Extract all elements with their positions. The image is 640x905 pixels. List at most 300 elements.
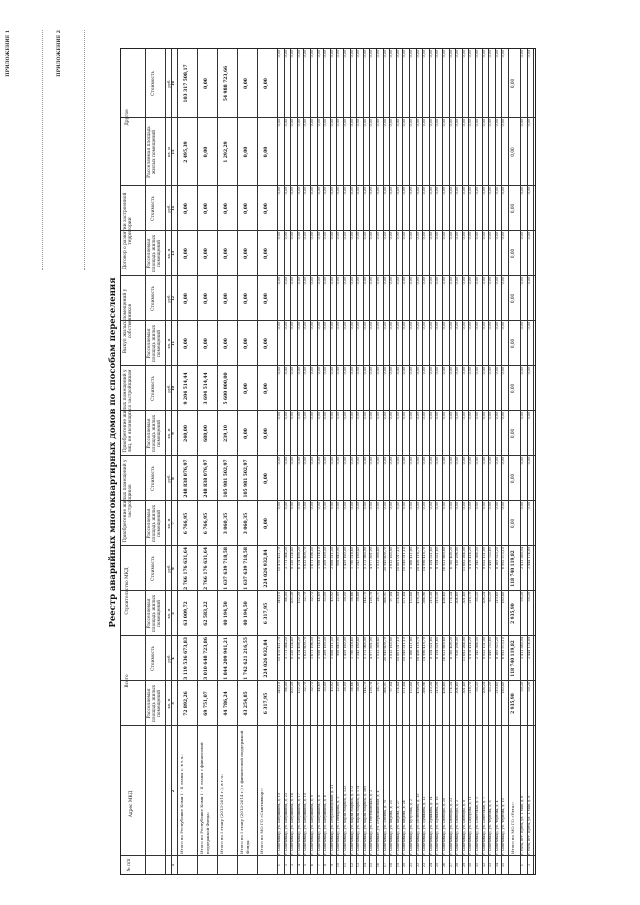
- row-zero: 0,00: [409, 457, 413, 465]
- row-zero: 0,00: [296, 367, 301, 375]
- row-zero: 0,00: [475, 232, 479, 240]
- row-zero: 0,00: [448, 187, 453, 195]
- total-value: 118 740 119,82: [510, 550, 515, 587]
- row-zero: 0,00: [382, 119, 387, 127]
- header-acquisition-others: Приобретение жилых помещений у лиц, не являющихся застройщиком: [123, 369, 133, 453]
- row-zero: 0,00: [356, 457, 361, 465]
- row-zero: 0,00: [290, 277, 295, 285]
- row-cost-construction: 1 459 160,00: [343, 547, 347, 570]
- row-zero: 0,00: [336, 412, 341, 420]
- row-zero: 0,00: [468, 119, 473, 127]
- row-zero: 0,00: [382, 367, 387, 375]
- row-zero: 0,00: [468, 502, 473, 510]
- row-zero: 0,00: [369, 50, 374, 58]
- subheader-area: Расселяемая площадь жилых помещений: [147, 126, 157, 178]
- row-area: 174,34: [448, 682, 453, 694]
- row-zero: 0,00: [415, 119, 420, 127]
- column-number: 1: [171, 863, 175, 867]
- unit-cost: руб.: [166, 294, 171, 303]
- row-zero: 0,00: [349, 119, 354, 127]
- row-zero: 0,00: [501, 50, 506, 58]
- row-zero: 0,00: [369, 457, 374, 465]
- row-zero: 0,00: [461, 457, 466, 465]
- total-value: 9 204 514,44: [184, 372, 189, 405]
- row-zero: 0,00: [422, 187, 427, 195]
- column-number: 5: [171, 612, 175, 615]
- row-zero: 0,00: [336, 119, 341, 127]
- row-zero: 0,00: [520, 277, 524, 285]
- row-address: г. Сыктывкар, ул. Карла Маркса, д. 174: [356, 785, 361, 855]
- row-zero: 0,00: [415, 277, 420, 285]
- row-area-construction: 208,24: [481, 592, 486, 604]
- row-cost-construction: 6 174 498,20: [296, 547, 301, 570]
- row-cost: 6 993 573,10: [501, 637, 506, 660]
- row-number: 5: [303, 863, 308, 867]
- row-area-construction: 55,35: [475, 592, 479, 602]
- total-value: 103 317 508,17: [184, 64, 189, 103]
- row-zero: 0,00: [283, 232, 288, 240]
- total-value: 0,00: [224, 338, 229, 349]
- row-zero: 0,00: [323, 322, 328, 330]
- total-value: 54 988 723,66: [224, 65, 229, 102]
- row-zero: 0,00: [376, 367, 380, 375]
- row-zero: 0,00: [395, 412, 400, 420]
- row-zero: 0,00: [362, 277, 367, 285]
- row-address: г. Сыктывкар, ул. Свободы, д. 8: [461, 799, 466, 855]
- row-number: 28: [455, 862, 460, 868]
- total-value: 40 194,50: [224, 601, 229, 626]
- column-line: [121, 455, 535, 456]
- row-zero: 0,00: [336, 232, 341, 240]
- row-address: г. Сыктывкар, ул. Кутузова, д. 2: [409, 799, 413, 855]
- row-zero: 0,00: [336, 50, 341, 58]
- row-address: г. Сыктывкар, ул. Бабушкина, д. 19: [277, 793, 281, 855]
- row-cost: 2 449 753,60: [488, 637, 493, 660]
- row-zero: 0,00: [329, 232, 334, 240]
- row-zero: 0,00: [283, 50, 288, 58]
- row-zero: 0,00: [501, 322, 506, 330]
- total-value: 3 060,35: [224, 512, 229, 535]
- total-value: 0,00: [204, 78, 209, 89]
- row-zero: 0,00: [395, 322, 400, 330]
- row-zero: 0,00: [283, 187, 288, 195]
- row-area-construction: 63,20: [488, 592, 493, 602]
- row-zero: 0,00: [323, 277, 328, 285]
- row-zero: 0,00: [329, 367, 334, 375]
- row-zero: 0,00: [389, 232, 394, 240]
- row-zero: 0,00: [488, 412, 493, 420]
- row-number: 26: [442, 862, 446, 868]
- row-zero: 0,00: [310, 119, 314, 127]
- row-address: г. Сыктывкар, ул. Карла Маркса, д. 122: [343, 785, 347, 855]
- row-zero: 0,00: [310, 187, 314, 195]
- row-area: 436,60: [442, 682, 446, 694]
- header-redemption: Выкуп жилых помещений у собственников: [123, 288, 133, 354]
- row-zero: 0,00: [526, 457, 531, 465]
- row-zero: 0,00: [402, 367, 407, 375]
- row-zero: 0,00: [422, 457, 427, 465]
- row-cost: 16 921 869,60: [442, 637, 446, 662]
- row-zero: 0,00: [455, 502, 460, 510]
- row-zero: 0,00: [323, 50, 328, 58]
- row-zero: 0,00: [475, 187, 479, 195]
- unit-cost: руб.: [166, 474, 171, 483]
- row-number: 12: [349, 862, 354, 868]
- row-address: г. Сыктывкар, ул. Чернова, д. 4: [494, 800, 499, 855]
- appendix-note: [6, 30, 85, 270]
- row-number: 17: [382, 862, 387, 868]
- row-zero: 0,00: [356, 367, 361, 375]
- row-zero: 0,00: [310, 457, 314, 465]
- column-line: [121, 500, 535, 501]
- header-construction: Строительство МКД: [125, 567, 130, 615]
- row-zero: 0,00: [316, 322, 321, 330]
- row-address: г. Сыктывкар, ул. Гончарова, д. 3: [336, 796, 341, 855]
- column-number: 10: [171, 386, 175, 392]
- row-zero: 0,00: [376, 277, 380, 285]
- row-zero: 0,00: [475, 502, 479, 510]
- total-value: 0,00: [244, 293, 249, 304]
- row-area-construction: 210,38: [428, 592, 433, 604]
- row-zero: 0,00: [329, 277, 334, 285]
- column-number: 9: [171, 432, 175, 435]
- row-zero: 0,00: [290, 232, 295, 240]
- row-cost-construction: 10 470 421,70: [277, 547, 281, 572]
- row-zero: 0,00: [402, 50, 407, 58]
- row-number: 18: [389, 862, 394, 868]
- row-area: 133,48: [409, 682, 413, 694]
- row-zero: 0,00: [310, 232, 314, 240]
- row-zero: 0,00: [290, 322, 295, 330]
- row-zero: 0,00: [303, 50, 308, 58]
- row-zero: 0,00: [461, 277, 466, 285]
- subheader-area: Расселяемая площадь жилых помещений: [147, 414, 162, 453]
- row-zero: 0,00: [455, 367, 460, 375]
- row-zero: 0,00: [501, 119, 506, 127]
- row-zero: 0,00: [488, 187, 493, 195]
- row-line: [257, 49, 258, 874]
- row-zero: 0,00: [336, 277, 341, 285]
- row-zero: 0,00: [283, 502, 288, 510]
- total-zero: 0,00: [510, 78, 515, 89]
- row-number: 1: [277, 863, 281, 867]
- row-zero: 0,00: [526, 412, 531, 420]
- row-area: 33,00: [323, 682, 328, 692]
- row-number: 30: [468, 862, 473, 868]
- row-zero: 0,00: [468, 412, 473, 420]
- row-address: г. Сыктывкар, ул. Петрозаводская, д. 21: [329, 784, 334, 855]
- row-address: г. Сыктывкар, ул. Чернова, д. 8: [488, 800, 493, 855]
- row-area: 22,89: [336, 682, 341, 692]
- row-zero: 0,00: [461, 322, 466, 330]
- row-zero: 0,00: [428, 187, 433, 195]
- row-zero: 0,00: [409, 232, 413, 240]
- row-zero: 0,00: [349, 187, 354, 195]
- row-cost-construction: 18 456 118,70: [415, 547, 420, 572]
- row-address: г. Сыктывкар, ул. Пушкина, д. 12: [422, 796, 427, 855]
- column-number: 6: [171, 567, 175, 570]
- row-address: г. Сыктывкар, ул. Оплеснина, д. 15: [415, 793, 420, 855]
- row-area-construction: 59,30: [520, 592, 524, 602]
- total-zero: 0,00: [510, 203, 515, 214]
- column-number: 4: [171, 657, 175, 660]
- row-zero: 0,00: [296, 277, 301, 285]
- row-zero: 0,00: [442, 187, 446, 195]
- row-zero: 0,00: [501, 457, 506, 465]
- row-zero: 0,00: [382, 50, 387, 58]
- row-zero: 0,00: [455, 412, 460, 420]
- row-zero: 0,00: [481, 502, 486, 510]
- row-zero: 0,00: [494, 187, 499, 195]
- row-zero: 0,00: [475, 367, 479, 375]
- row-zero: 0,00: [336, 367, 341, 375]
- row-zero: 0,00: [376, 119, 380, 127]
- row-area: 180,40: [501, 682, 506, 694]
- row-cost-construction: 1 033 388,40: [376, 547, 380, 570]
- row-zero: 0,00: [343, 412, 347, 420]
- row-cost: 1 309 189,50: [323, 637, 328, 660]
- row-area: 44,69: [316, 682, 321, 692]
- row-cost: 20 949 609,70: [382, 637, 387, 662]
- row-zero: 0,00: [277, 232, 281, 240]
- row-zero: 0,00: [481, 277, 486, 285]
- total-value: 62 583,22: [204, 601, 209, 626]
- row-zero: 0,00: [488, 50, 493, 58]
- row-address: г. Сыктывкар, ул. Советская, д. 7: [481, 796, 486, 855]
- row-cost: 7 930 296,00: [455, 637, 460, 660]
- row-zero: 0,00: [316, 457, 321, 465]
- row-zero: 0,00: [442, 457, 446, 465]
- row-zero: 0,00: [316, 502, 321, 510]
- row-cost: 1 633 609,70: [303, 637, 308, 660]
- unit-area: кв. м: [166, 518, 171, 529]
- row-cost: 10 549 311,10: [402, 637, 407, 662]
- row-zero: 0,00: [290, 412, 295, 420]
- row-area: 203,30: [290, 682, 295, 694]
- row-zero: 0,00: [448, 367, 453, 375]
- row-area: 476,34: [415, 682, 420, 694]
- row-cost-construction: 10 549 311,10: [402, 547, 407, 572]
- row-address: г. Сыктывкар, ул. Кирова, д. 24: [402, 800, 407, 855]
- registry-table: [120, 48, 536, 875]
- subheader-cost: Стоимость: [151, 71, 156, 96]
- row-cost-construction: 20 949 609,70: [382, 547, 387, 572]
- row-zero: 0,00: [395, 232, 400, 240]
- header-divider: [145, 49, 146, 874]
- row-area-construction: 144,70: [362, 592, 367, 604]
- row-zero: 0,00: [402, 232, 407, 240]
- column-number: 8: [171, 477, 175, 480]
- row-zero: 0,00: [382, 277, 387, 285]
- row-zero: 0,00: [395, 457, 400, 465]
- unit-area: кв. м: [166, 248, 171, 259]
- row-number: 20: [402, 862, 407, 868]
- row-zero: 0,00: [475, 50, 479, 58]
- row-zero: 0,00: [395, 119, 400, 127]
- row-number: 2: [283, 863, 288, 867]
- row-area: 271,44: [402, 682, 407, 694]
- total-value: 2 766 176 631,64: [184, 547, 189, 590]
- subheader-cost: Стоимость: [151, 376, 156, 401]
- total-value: 0,00: [224, 248, 229, 259]
- row-zero: 0,00: [461, 50, 466, 58]
- row-zero: 0,00: [310, 322, 314, 330]
- row-zero: 0,00: [362, 232, 367, 240]
- row-zero: 0,00: [316, 119, 321, 127]
- row-zero: 0,00: [415, 187, 420, 195]
- row-zero: 0,00: [277, 457, 281, 465]
- row-zero: 0,00: [488, 367, 493, 375]
- row-cost: 8 052 131,00: [481, 637, 486, 660]
- row-zero: 0,00: [461, 412, 466, 420]
- total-value: 2 935,90: [510, 693, 515, 714]
- row-number: 23: [422, 862, 427, 868]
- row-zero: 0,00: [316, 412, 321, 420]
- row-area-construction: 476,34: [415, 592, 420, 604]
- total-value: 0,00: [184, 338, 189, 349]
- row-cost: 2 411 380,94: [520, 637, 524, 660]
- row-cost: 2 008 211,50: [329, 637, 334, 660]
- row-zero: 0,00: [448, 457, 453, 465]
- row-zero: 0,00: [501, 502, 506, 510]
- total-value: 0,00: [244, 248, 249, 259]
- unit-area: кв. м: [166, 338, 171, 349]
- row-zero: 0,00: [349, 50, 354, 58]
- subheader-cost: Стоимость: [151, 286, 156, 311]
- row-zero: 0,00: [369, 502, 374, 510]
- row-zero: 0,00: [526, 187, 531, 195]
- row-number: 10: [336, 862, 341, 868]
- row-zero: 0,00: [442, 412, 446, 420]
- total-value: 3 060,35: [244, 512, 249, 535]
- row-cost: 3 813 165,80: [389, 637, 394, 660]
- row-zero: 0,00: [323, 457, 328, 465]
- unit-area: кв. м: [166, 147, 171, 157]
- row-zero: 0,00: [422, 277, 427, 285]
- total-label: Итого по МО ГО «Сыктывкар»:: [259, 787, 264, 854]
- row-zero: 0,00: [435, 187, 440, 195]
- row-cost-construction: 8 052 131,00: [481, 547, 486, 570]
- row-zero: 0,00: [475, 277, 479, 285]
- total-value: 1 844 209 941,21: [224, 637, 229, 680]
- row-zero: 0,00: [362, 457, 367, 465]
- row-number: 35: [501, 862, 506, 868]
- row-zero: 0,00: [303, 187, 308, 195]
- row-area-construction: 45,02: [329, 592, 334, 602]
- row-address: г. Сыктывкар, ул. Бабушкина, д. 23: [283, 793, 288, 855]
- column-line: [121, 365, 535, 366]
- row-zero: 0,00: [376, 322, 380, 330]
- row-number: 24: [428, 862, 433, 868]
- row-cost-construction: 11 682 264,00: [461, 547, 466, 572]
- row-line: [508, 49, 509, 874]
- total-value: 6 766,95: [204, 512, 209, 535]
- row-cost: 1 790 518,60: [349, 637, 354, 660]
- row-zero: 0,00: [323, 502, 328, 510]
- row-address: г. Сыктывкар, ул. Чернова, д. 10: [501, 798, 506, 855]
- row-zero: 0,00: [376, 502, 380, 510]
- row-zero: 0,00: [316, 232, 321, 240]
- row-area: 38,00: [343, 682, 347, 692]
- row-zero: 0,00: [296, 119, 301, 127]
- row-zero: 0,00: [369, 119, 374, 127]
- row-zero: 0,00: [336, 187, 341, 195]
- row-zero: 0,00: [402, 322, 407, 330]
- total-value: 0,00: [184, 248, 189, 259]
- row-address: г. Сыктывкар, ул. Бабушкина, д. 9: [310, 795, 314, 855]
- row-number: 11: [343, 862, 347, 868]
- header-address: Адрес МКД: [129, 790, 134, 818]
- row-zero: 0,00: [468, 50, 473, 58]
- unit-cost: руб.: [166, 564, 171, 573]
- row-zero: 0,00: [343, 457, 347, 465]
- column-number: 13: [171, 251, 175, 257]
- row-area-construction: 180,40: [501, 592, 506, 604]
- row-zero: 0,00: [481, 367, 486, 375]
- row-cost-construction: 2 145 366,50: [475, 547, 479, 570]
- row-zero: 0,00: [389, 457, 394, 465]
- column-line: [121, 230, 535, 231]
- total-value: 6 766,95: [184, 512, 189, 535]
- row-zero: 0,00: [349, 232, 354, 240]
- row-number: 29: [461, 862, 466, 868]
- row-number: 16: [376, 862, 380, 868]
- row-zero: 0,00: [526, 367, 531, 375]
- row-cost: 6 760 408,20: [448, 637, 453, 660]
- row-zero: 0,00: [409, 412, 413, 420]
- row-zero: 0,00: [369, 322, 374, 330]
- row-zero: 0,00: [349, 322, 354, 330]
- row-zero: 0,00: [428, 502, 433, 510]
- row-zero: 0,00: [362, 412, 367, 420]
- row-cost-construction: 1 633 609,70: [303, 547, 308, 570]
- row-zero: 0,00: [349, 277, 354, 285]
- row-zero: 0,00: [461, 119, 466, 127]
- row-area: 45,02: [329, 682, 334, 692]
- row-cost: 2 145 366,50: [475, 637, 479, 660]
- row-area-construction: 38,48: [356, 592, 361, 602]
- row-area: 249,10: [277, 682, 281, 694]
- row-area: 32,70: [303, 682, 308, 692]
- row-address: г. Сыктывкар, ул. Свободы, д. 2: [455, 799, 460, 855]
- row-zero: 0,00: [303, 277, 308, 285]
- row-zero: 0,00: [343, 187, 347, 195]
- row-cost-construction: 7 930 296,00: [455, 547, 460, 570]
- row-cost: 1 543 180,40: [356, 637, 361, 660]
- row-area: 218,70: [468, 682, 473, 694]
- row-zero: 0,00: [468, 232, 473, 240]
- row-zero: 0,00: [488, 322, 493, 330]
- row-zero: 0,00: [435, 502, 440, 510]
- row-number: 3: [290, 863, 295, 867]
- row-zero: 0,00: [428, 457, 433, 465]
- total-value: 0,00: [224, 203, 229, 214]
- row-number: 7: [316, 863, 321, 867]
- row-zero: 0,00: [468, 187, 473, 195]
- row-zero: 0,00: [442, 367, 446, 375]
- total-value: 2 495,39: [184, 141, 189, 163]
- row-zero: 0,00: [329, 412, 334, 420]
- total-zero: 0,00: [510, 428, 515, 439]
- row-zero: 0,00: [481, 187, 486, 195]
- row-area-construction: 274,44: [395, 592, 400, 604]
- row-zero: 0,00: [526, 232, 531, 240]
- subheader-area: Расселяемая площадь жилых помещений: [147, 684, 162, 723]
- row-zero: 0,00: [494, 50, 499, 58]
- row-cost-construction: 1 998 114,10: [316, 547, 321, 570]
- row-zero: 0,00: [329, 50, 334, 58]
- row-number: 9: [329, 863, 334, 867]
